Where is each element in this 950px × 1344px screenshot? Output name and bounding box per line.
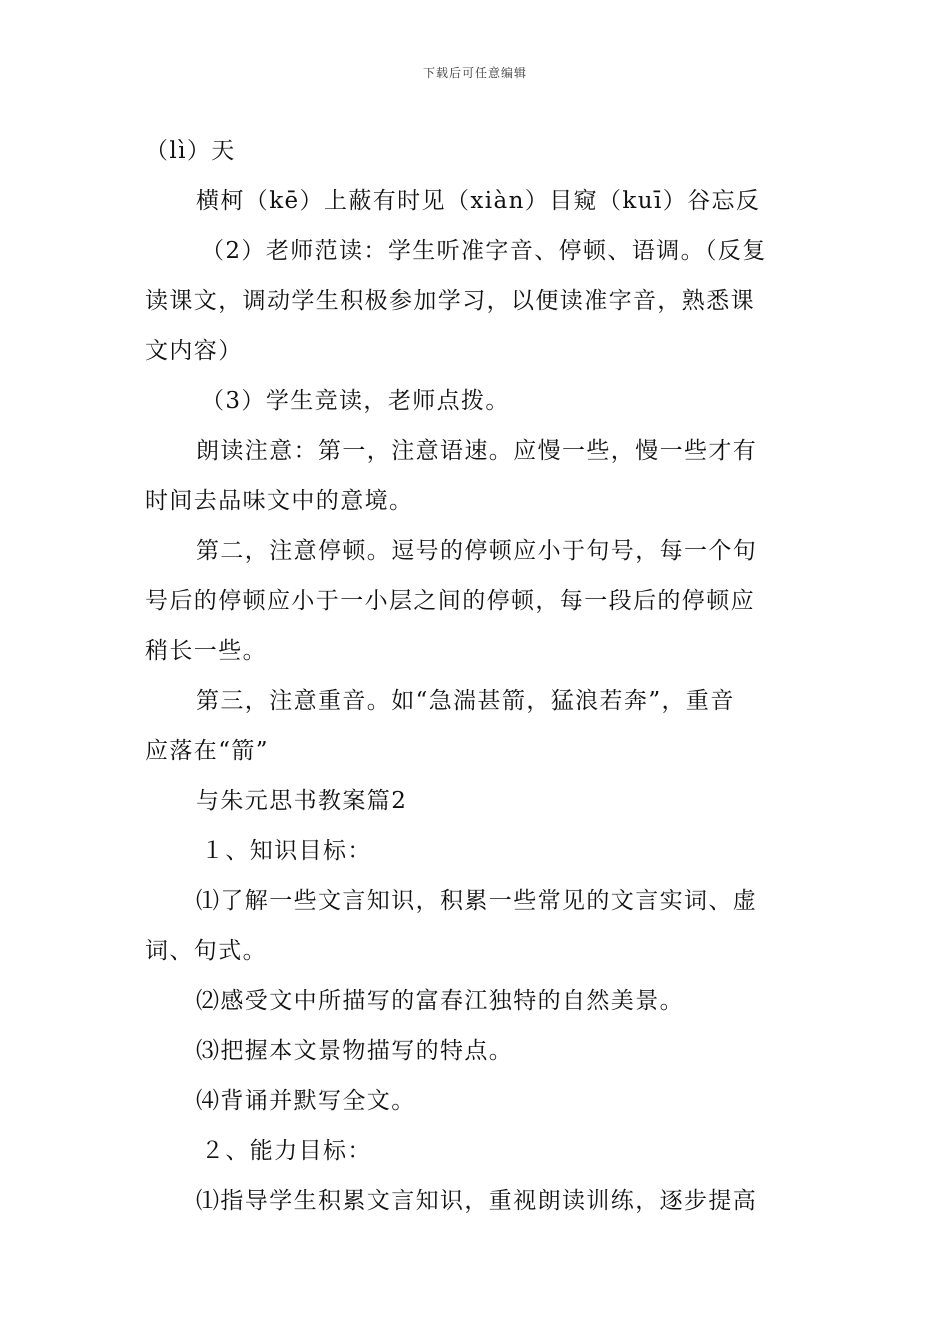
text-line: （lì）天 (145, 138, 236, 164)
text-line: 稍长一些。 (145, 638, 267, 664)
text-line: （2）老师范读：学生听准字音、停顿、语调。（反复 (201, 238, 767, 264)
text-line: 时间去品味文中的意境。 (145, 488, 414, 514)
text-line: 第三，注意重音。如“急湍甚箭，猛浪若奔”，重音 (196, 688, 735, 714)
list-item: ⑵感受文中所描写的富春江独特的自然美景。 (196, 988, 684, 1014)
list-item: ⑶把握本文景物描写的特点。 (196, 1038, 514, 1064)
document-body (145, 126, 807, 1226)
list-item: ⑴指导学生积累文言知识，重视朗读训练，逐步提高 (196, 1188, 758, 1214)
text-line: 应落在“箭” (145, 738, 269, 764)
text-line: （3）学生竞读，老师点拨。 (201, 388, 510, 414)
text-line: 横柯（kē）上蔽有时见（xiàn）目窥（kuī）谷忘反 (196, 188, 761, 214)
text-line: 词、句式。 (145, 938, 267, 964)
section-heading: 与朱元思书教案篇2 (196, 788, 408, 814)
text-line: 号后的停顿应小于一小层之间的停顿，每一段后的停顿应 (145, 588, 755, 614)
page-header: 下载后可任意编辑 (422, 66, 527, 80)
subsection-heading: ２、能力目标： (201, 1138, 372, 1164)
text-line: 朗读注意：第一，注意语速。应慢一些，慢一些才有 (196, 438, 758, 464)
subsection-heading: １、知识目标： (201, 838, 372, 864)
list-item: ⑴了解一些文言知识，积累一些常见的文言实词、虚 (196, 888, 758, 914)
list-item: ⑷背诵并默写全文。 (196, 1088, 416, 1114)
text-line: 读课文，调动学生积极参加学习，以便读准字音，熟悉课 (145, 288, 755, 314)
text-line: 第二，注意停顿。逗号的停顿应小于句号，每一个句 (196, 538, 758, 564)
text-line: 文内容） (145, 338, 243, 364)
